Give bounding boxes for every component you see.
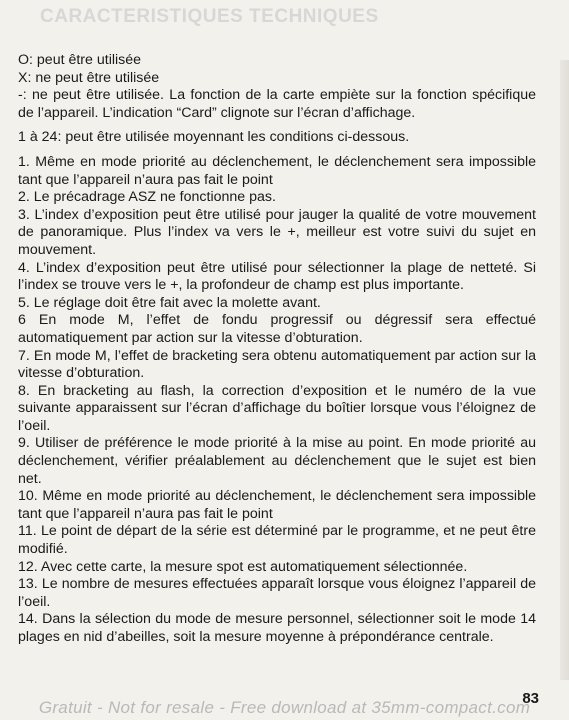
condition-item-13: 13. Le nombre de mesures effectuées apparaît lorsque vous éloignez l’appareil de l’oeil.: [18, 576, 540, 610]
document-body: [18, 52, 540, 647]
condition-item-5: 5. Le réglage doit être fait avec la molette avant.: [18, 294, 321, 311]
condition-item-9: 9. Utiliser de préférence le mode priorité à la mise au point. En mode priorité au déclenchement, vérifier préalablement au déclenchement que le sujet est bien net.: [18, 435, 540, 487]
condition-item-12: 12. Avec cette carte, la mesure spot est automatiquement sélectionnée.: [18, 558, 468, 575]
legend-line-card-conflict: -: ne peut être utilisée. La fonction de la carte empiète sur la fonction spécifique de l’appareil. L’indication “Card” clignote sur l’écran d’affichage.: [18, 87, 540, 121]
condition-item-2: 2. Le précadrage ASZ ne fonctionne pas.: [18, 189, 276, 206]
condition-item-14: 14. Dans la sélection du mode de mesure personnel, sélectionner soit le mode 14 plages en nid d’abeilles, soit la mesure moyenne à prépondérance centrale.: [18, 611, 540, 645]
condition-item-7: 7. En mode M, l’effet de bracketing sera obtenu automatiquement par action sur la vitesse d’obturation.: [18, 347, 540, 382]
condition-item-3: 3. L’index d’exposition peut être utilisé pour jauger la qualité de votre mouvement de panoramique. Plus l’index va vers le +, meilleur est votre suivi du sujet en mouvement.: [18, 206, 540, 258]
spacer: [18, 147, 536, 154]
condition-item-1: 1. Même en mode priorité au déclenchement, le déclenchement sera impossible tant que l’appareil n’aura pas fait le point: [18, 153, 540, 188]
condition-item-8: 8. En bracketing au flash, la correction d’exposition et le numéro de la vue suivante apparaissent sur l’écran d’affichage du boîtier lorsque vous l’éloignez de l’oeil.: [18, 382, 540, 434]
legend-line-usable: O: peut être utilisée: [18, 52, 142, 68]
legend-line-not-usable: X: ne peut être utilisée: [18, 69, 160, 86]
bleed-through-heading: CARACTERISTIQUES TECHNIQUES: [40, 6, 379, 27]
page-edge-shadow: [560, 60, 569, 680]
legend-line-conditional: 1 à 24: peut être utilisée moyennant les conditions ci-dessous.: [18, 129, 410, 146]
watermark-text: Gratuit - Not for resale - Free download at 35mm-compact.com: [38, 698, 531, 717]
condition-item-10: 10. Même en mode priorité au déclenchement, le déclenchement sera impossible tant que l’appareil n’aura pas fait le point: [18, 488, 540, 522]
page-number: 83: [522, 690, 539, 707]
condition-item-6: 6 En mode M, l’effet de fondu progressif ou dégressif sera effectué automatiquement par action sur la vitesse d’obturation.: [18, 312, 540, 346]
condition-item-4: 4. L’index d’exposition peut être utilisé pour sélectionner la plage de netteté. Si l’index se trouve vers le +, la profondeur de champ est plus importante.: [18, 259, 540, 294]
spacer: [18, 122, 536, 129]
condition-item-11: 11. Le point de départ de la série est déterminé par le programme, et ne peut être modifié.: [18, 523, 540, 558]
